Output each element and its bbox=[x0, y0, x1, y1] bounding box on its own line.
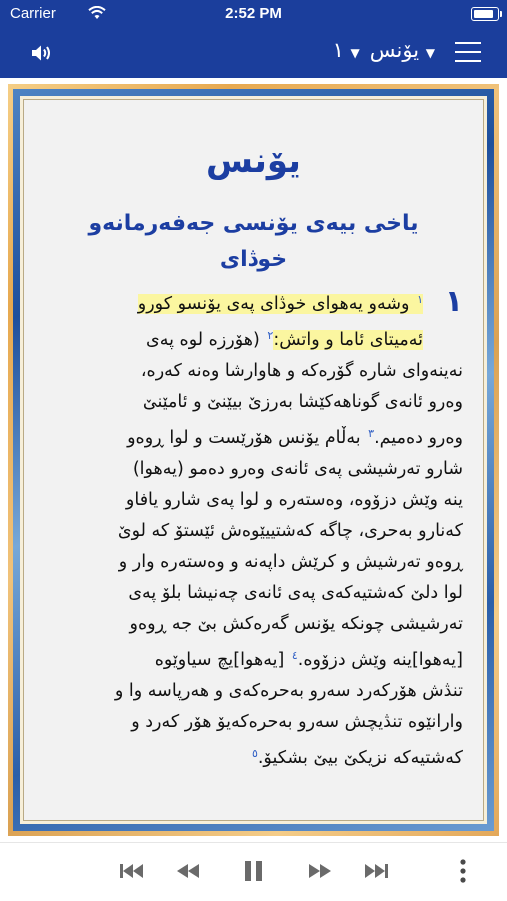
verse-line: [یەهوا]ینە وێش دزۆوە.$^٤$ [یەهوا]یچ سیاوێوە bbox=[154, 649, 463, 670]
speaker-icon[interactable] bbox=[30, 41, 54, 65]
verse-number: ٣ bbox=[368, 427, 375, 440]
chapter-dropdown-icon: ▼ bbox=[350, 46, 360, 60]
verse-line: ینە وێش دزۆوە، وەستەرە و لوا پەی شارو یافاو bbox=[125, 490, 463, 510]
pause-icon[interactable] bbox=[240, 857, 268, 885]
skip-forward-icon[interactable] bbox=[362, 857, 390, 885]
verse-text bbox=[48, 284, 463, 774]
verse-line: وەرو ئانەی گوناهەکێشا بەرزێ بیێنێ و ئامێنێ bbox=[142, 392, 463, 412]
chapter-number: ١ bbox=[332, 38, 344, 62]
section-heading bbox=[24, 206, 483, 278]
verse-line: ڕوەو تەرشیش و کرێش داپەنە و وەستەرە وار و bbox=[118, 552, 463, 572]
skip-back-icon[interactable] bbox=[118, 857, 146, 885]
carrier-label: Carrier bbox=[10, 5, 56, 22]
section-heading-line-1: یاخی بیەی یۆنسی جەفەرمانەو bbox=[88, 211, 419, 236]
verse-line: نەینەوای شارە گۆرەکە و هاوارشا وەنە کەرە، bbox=[140, 361, 463, 381]
verse-line: کەنارو بەحری، چاگە کەشتییێوەش ئێستۆ کە لوێ bbox=[117, 521, 463, 541]
highlighted-verse[interactable]: ئەمیتای ئاما و واتش: bbox=[273, 330, 423, 350]
chapter-selector[interactable] bbox=[333, 38, 360, 62]
menu-icon[interactable] bbox=[455, 42, 481, 62]
verse-number: ٢ bbox=[267, 329, 274, 342]
book-name: یۆنس bbox=[369, 38, 420, 62]
book-selector[interactable] bbox=[370, 38, 435, 62]
rewind-icon[interactable] bbox=[174, 857, 202, 885]
verse-line: وارانێوە تنڎیچش سەرو بەحرەکەیۆ هۆر کەرد و bbox=[131, 712, 463, 732]
verse-line: شارو تەرشیشی پەی ئانەی وەرو دەمو (یەهوا) bbox=[132, 459, 463, 479]
verse-number: ٤ bbox=[291, 649, 298, 662]
navigation-bar bbox=[0, 28, 507, 78]
section-heading-line-2: خوڎای bbox=[219, 247, 288, 272]
verse-line: تەرشیشی چونکە یۆنس گەرەکش بێ جە ڕوەو bbox=[129, 614, 463, 634]
audio-toolbar bbox=[0, 842, 507, 901]
scripture-page[interactable] bbox=[23, 99, 484, 821]
book-chapter-selector bbox=[333, 38, 435, 62]
verse-number: ٥ bbox=[251, 747, 258, 760]
page-frame bbox=[8, 84, 499, 836]
battery-icon bbox=[471, 7, 499, 21]
status-bar bbox=[0, 0, 507, 28]
page-frame-border bbox=[20, 96, 487, 824]
status-time: 2:52 PM bbox=[225, 5, 282, 22]
verse-line bbox=[48, 284, 423, 320]
verse-line: ئەمیتای ئاما و واتش:$^٢$ (هۆرزە لوە پەی bbox=[146, 329, 423, 350]
verse-line: کەشتیەکە نزیکێ بیێ بشکیۆ.$^٥$ bbox=[251, 747, 463, 768]
book-title: یۆنس bbox=[206, 141, 301, 181]
verse-number: ١ bbox=[417, 293, 423, 306]
verse-line: تنڎش هۆرکەرد سەرو بەحرەکەی و هەرپاسە وا و bbox=[114, 681, 463, 701]
highlighted-verse[interactable]: $^١$ وشەو یەهوای خوڎای پەی یۆنسو کورو bbox=[137, 293, 423, 314]
more-vertical-icon[interactable] bbox=[455, 857, 471, 885]
verse-line: لوا دلێ کەشتیەکەی پەی ئانەی چەنیشا بلۆ پەی bbox=[128, 583, 463, 603]
page-frame-inner bbox=[13, 89, 494, 831]
fast-forward-icon[interactable] bbox=[306, 857, 334, 885]
book-dropdown-icon: ▼ bbox=[425, 46, 435, 60]
verse-line: وەرو دەمیم.$^٣$ بەڵام یۆنس هۆرێست و لوا ڕوەو bbox=[127, 427, 463, 448]
chapter-number-large: ١ bbox=[444, 284, 463, 319]
